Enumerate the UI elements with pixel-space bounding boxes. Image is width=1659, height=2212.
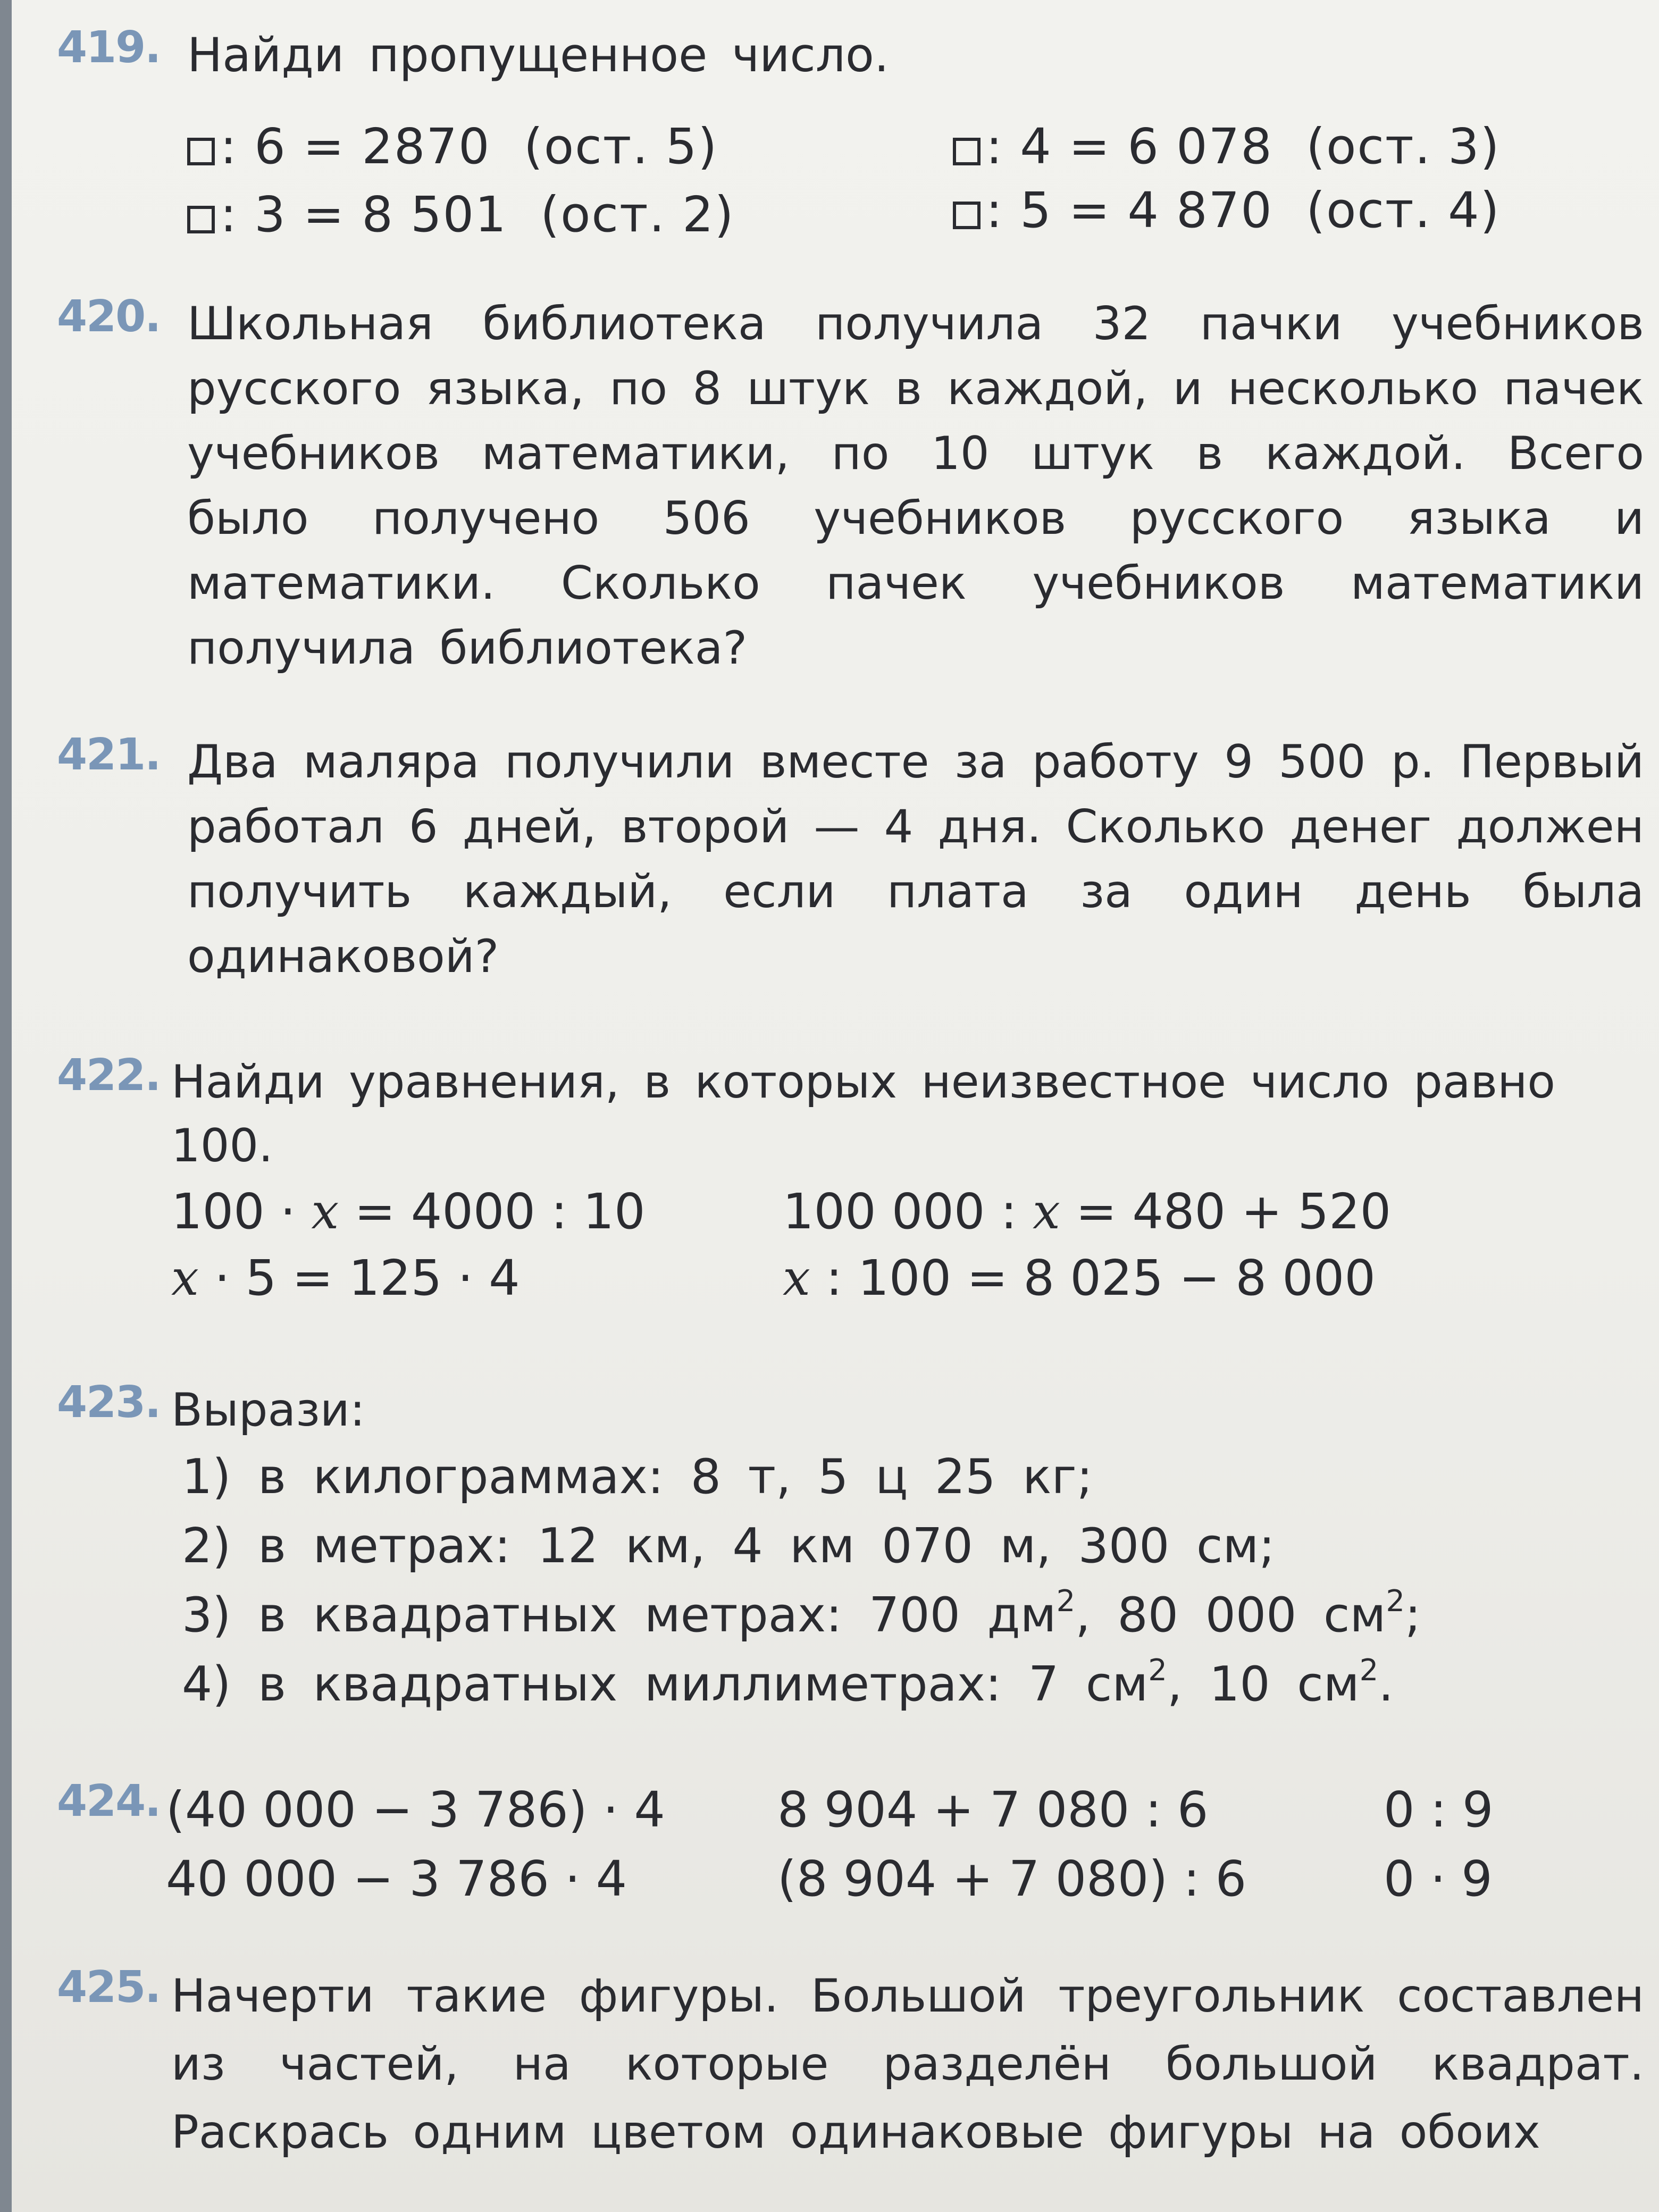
equation: 100 · x = 4000 : 10 (171, 1183, 646, 1240)
exercise-number: 421. (57, 730, 161, 780)
exercise-number: 425. (57, 1962, 161, 2013)
exercise-number: 423. (57, 1377, 161, 1428)
list-item: 2) в метрах: 12 км, 4 км 070 м, 300 см; (182, 1518, 1275, 1574)
page-binding-edge (0, 0, 12, 2212)
equation: 100 000 : x = 480 + 520 (783, 1183, 1392, 1240)
blank-box-icon (187, 138, 215, 165)
textbook-page (12, 0, 1659, 2212)
exercise-number: 419. (57, 22, 161, 73)
expression: 0 : 9 (1384, 1781, 1494, 1838)
equation: x : 100 = 8 025 − 8 000 (783, 1250, 1376, 1306)
exercise-text: Найди уравнения, в которых неизвестное число равно 100. (171, 1055, 1556, 1172)
equation-row: : 5 = 4 870 (ост. 4) (953, 182, 1501, 239)
list-item: 1) в килограммах: 8 т, 5 ц 25 кг; (182, 1449, 1093, 1505)
expression: 0 · 9 (1384, 1850, 1493, 1907)
expression: 8 904 + 7 080 : 6 (777, 1781, 1209, 1838)
blank-box-icon (953, 138, 981, 165)
exercise-text: Начерти такие фигуры. Большой треугольник составлен из частей, на которые разделён большой квадрат. Раскрась одним цветом одинаковые фигуры на обоих (171, 1970, 1644, 2159)
equation-row: : 3 = 8 501 (ост. 2) (187, 186, 735, 243)
equation: x · 5 = 125 · 4 (171, 1250, 520, 1306)
exercise-text: Два маляра получили вместе за работу 9 500 р. Первый работал 6 дней, второй — 4 дня. Сколько денег должен получить каждый, если плата за один день была одинаковой? (187, 735, 1644, 983)
equation-row: : 4 = 6 078 (ост. 3) (953, 118, 1501, 175)
exercise-text: Найди пропущенное число. (187, 28, 889, 82)
expression: (40 000 − 3 786) · 4 (166, 1781, 665, 1838)
exercise-number: 424. (57, 1776, 161, 1826)
expression: 40 000 − 3 786 · 4 (166, 1850, 627, 1907)
equation-row: : 6 = 2870 (ост. 5) (187, 118, 718, 175)
blank-box-icon (187, 206, 215, 233)
exercise-text: Вырази: (171, 1384, 365, 1437)
list-item: 3) в квадратных метрах: 700 $дм^2$, 80 000 $см^2$; (182, 1584, 1421, 1643)
exercise-text: Школьная библиотека получила 32 пачки учебников русского языка, по 8 штук в каждой, и несколько пачек учебников математики, по 10 штук в каждой. Всего было получено 506 учебников русского языка и математики. Сколько пачек учебников математики получила библиотека? (187, 297, 1644, 675)
blank-box-icon (953, 202, 981, 229)
list-item: 4) в квадратных миллиметрах: 7 $см^2$, 10 $см^2$. (182, 1653, 1394, 1712)
exercise-number: 420. (57, 291, 161, 342)
expression: (8 904 + 7 080) : 6 (777, 1850, 1247, 1907)
exercise-number: 422. (57, 1050, 161, 1101)
